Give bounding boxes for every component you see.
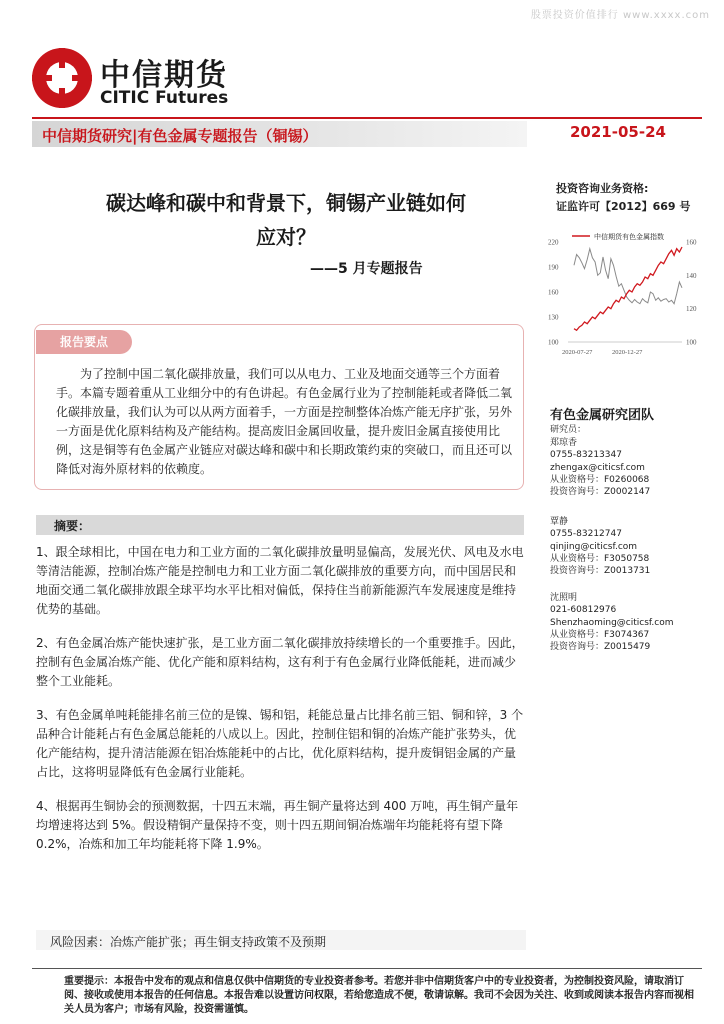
disclaimer-divider [32,968,702,969]
chart-series-line [574,247,682,330]
summary-paragraph: 2、有色金属冶炼产能快速扩张，是工业方面二氧化碳排放持续增长的一个重要推手。因此，控制有色金属冶炼产能、优化产能和原料结构，这有利于有色金属行业降低能耗，进而减少整个工业能耗。 [36,636,524,688]
report-title [36,186,536,254]
brand-name-cn: 中信期货 [100,58,228,93]
researcher-phone: 0755-83212747 [550,529,622,540]
researcher-label: 研究员： [550,425,587,435]
summary-paragraph: 4、根据再生铜协会的预测数据，十四五末端，再生铜产量将达到 400 万吨，再生铜产量年均增速将达到 5%。假设精铜产量保持不变，则十四五期间铜冶炼端年均能耗将有望下降 0.2%，冶炼和加工年均能耗将下降 1.9%。 [36,799,519,851]
researcher-phone: 0755-83213347 [550,450,622,461]
researcher-advisor-id: 投资咨询号：Z0013731 [550,566,651,577]
researcher-email[interactable]: qinjing@citicsf.com [550,541,638,552]
researcher-name: 郑琼香 [550,438,578,448]
chart-y-left-tick: 130 [548,313,559,322]
chart-series-line [574,249,682,304]
summary-bar [36,515,524,535]
summary-paragraph: 1、跟全球相比，中国在电力和工业方面的二氧化碳排放量明显偏高，发展光伏、风电及水电等清洁能源，控制冶炼产能是控制电力和工业方面二氧化碳排放的重要方向，而中国居民和地面交通二氧化碳排放跟全球平均水平比相对偏低，保持住当前新能源汽车发展速度是维持优势的基础。 [36,545,524,616]
report-title-line1: 碳达峰和碳中和背景下，铜锡产业链如何 [106,191,466,215]
brand-name-en: CITIC Futures [100,88,229,108]
team-title: 有色金属研究团队 [550,408,655,423]
chart-y-right-tick: 120 [686,305,697,314]
researcher-license: 从业资格号：F3050758 [550,553,650,564]
header-divider [32,117,702,119]
researcher-card [550,516,650,577]
chart-y-right-tick: 160 [686,238,697,247]
chart-legend-label: 中信期货有色金属指数 [594,233,664,241]
researcher-email[interactable]: zhengax@citicsf.com [550,462,645,473]
citic-logo-icon [32,48,92,108]
report-title-line2: 应对？ [256,225,316,249]
chart-y-left-tick: 220 [548,238,559,247]
researcher-advisor-id: 投资咨询号：Z0015479 [550,642,651,653]
keypoints-text: 为了控制中国二氧化碳排放量，我们可以从电力、工业及地面交通等三个方面着手。本篇专题着重从工业细分中的有色讲起。有色金属行业为了控制能耗或者降低二氧化碳排放量，我们认为可以从两方面着手，一方面是控制整体冶炼产能无序扩张，另外一方面是优化原料结构及产能结构。提高废旧金属回收量，提升废旧金属直接使用比例，这是铜等有色金属产业链应对碳达峰和碳中和长期政策约束的突破口，而且还可以降低对海外原材料的依赖度。 [56,367,513,476]
disclaimer-text: 重要提示：本报告中发布的观点和信息仅供中信期货的专业投资者参考。若您并非中信期货客户中的专业投资者，为控制投资风险，请取消订阅、接收或使用本报告的任何信息。本报告难以设置访问权限，若给您造成不便，敬请谅解。我司不会因为关注、收到或阅读本报告内容而视相关人员为客户；市场有风险，投资需谨慎。 [64,976,694,1015]
chart-y-left-tick: 190 [548,263,559,272]
chart-y-left-tick: 160 [548,288,559,297]
summary-paragraph: 3、有色金属单吨耗能排名前三位的是镍、锡和铝，耗能总量占比排名前三铝、铜和锌，3 个品种合计能耗占有色金属总能耗的八成以上。因此，控制住铝和铜的冶炼产能扩张势头，优化产能结构，提升清洁能源在铝冶炼能耗中的占比，优化原料结构，提升废铜铝金属的产量占比，这将明显降低有色金属行业能耗。 [36,708,524,779]
metal-index-chart [546,228,704,358]
summary-label: 摘要： [54,519,91,533]
report-date: 2021-05-24 [570,123,666,141]
keypoints-tag: 报告要点 [36,330,132,354]
researcher-email[interactable]: Shenzhaoming@citicsf.com [550,617,674,628]
qualification-block [556,180,690,216]
researcher-name: 覃静 [550,517,569,527]
chart-x-tick: 2020-12-27 [612,349,643,356]
chart-y-right-tick: 140 [686,271,697,280]
chart-y-right-tick: 100 [686,338,697,347]
researcher-license: 从业资格号：F3074367 [550,629,650,640]
researcher-advisor-id: 投资咨询号：Z0002147 [550,487,651,498]
report-category: 中信期货研究|有色金属专题报告（铜锡） [42,127,318,145]
researcher-card [550,437,650,498]
risk-factors: 风险因素：冶炼产能扩张；再生铜支持政策不及预期 [50,935,327,949]
researcher-name: 沈照明 [550,593,578,603]
researcher-phone: 021-60812976 [550,605,617,616]
researcher-card [550,592,674,653]
researcher-license: 从业资格号：F0260068 [550,474,650,485]
watermark-text: 股票投资价值排行 www.xxxx.com [530,10,710,21]
qualification-license: 证监许可【2012】669 号 [556,200,691,213]
report-subtitle: ——5 月专题报告 [310,261,423,277]
qualification-label: 投资咨询业务资格: [556,182,649,195]
chart-x-tick: 2020-07-27 [562,349,593,356]
chart-y-left-tick: 100 [548,338,559,347]
